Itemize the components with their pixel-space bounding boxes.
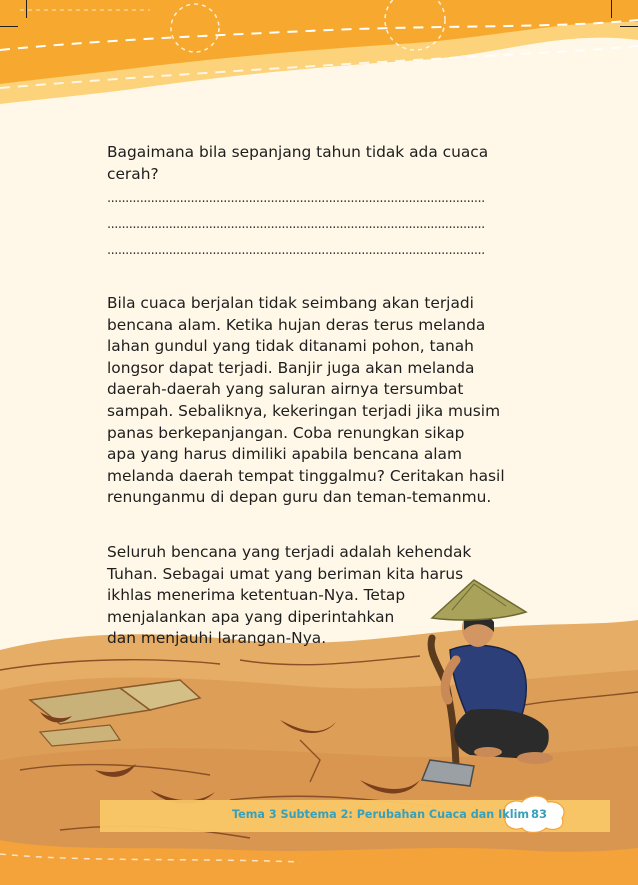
paragraph-line: panas berkepanjangan. Coba renungkan sikap: [107, 423, 465, 442]
paragraph-line: lahan gundul yang tidak ditanami pohon, tanah: [107, 337, 474, 356]
paragraph-line: Bila cuaca berjalan tidak seimbang akan terjadi: [107, 294, 474, 312]
answer-line[interactable]: ........................................................................................................: [107, 243, 485, 258]
paragraph-line: Tuhan. Sebagai umat yang beriman kita harus: [107, 564, 464, 583]
paragraph-line: bencana alam. Ketika hujan deras terus melanda: [107, 315, 486, 334]
paragraph-line: dan menjauhi larangan-Nya.: [107, 629, 327, 648]
question-text: [107, 142, 547, 185]
answer-line[interactable]: ........................................................................................................: [107, 217, 485, 232]
footer-band: [0, 792, 638, 885]
paragraph-line: menjalankan apa yang diperintahkan: [107, 607, 395, 626]
paragraph-line: sampah. Sebaliknya, kekeringan terjadi jika musim: [107, 401, 501, 420]
crop-mark: [611, 0, 612, 18]
footer-chapter-title: Tema 3 Subtema 2: Perubahan Cuaca dan Iklim: [232, 808, 530, 821]
question-line: Bagaimana bila sepanjang tahun tidak ada cuaca: [107, 143, 489, 161]
paragraph-line: daerah-daerah yang saluran airnya tersumbat: [107, 380, 464, 399]
crop-mark: [26, 0, 27, 18]
paragraph-line: renunganmu di depan guru dan teman-temanmu.: [107, 488, 492, 507]
paragraph-line: Seluruh bencana yang terjadi adalah kehendak: [107, 543, 472, 561]
answer-line[interactable]: ........................................................................................................: [107, 191, 485, 206]
paragraph-line: apa yang harus dimiliki apabila bencana alam: [107, 445, 462, 464]
crop-mark: [0, 26, 18, 27]
paragraph-line: ikhlas menerima ketentuan-Nya. Tetap: [107, 586, 406, 605]
paragraph-faith: [107, 542, 517, 650]
crop-mark: [620, 26, 638, 27]
page-number: 83: [531, 807, 548, 821]
paragraph-disaster: [107, 293, 547, 509]
header-wave-decoration: [0, 0, 638, 110]
question-line: cerah?: [107, 164, 159, 183]
paragraph-line: longsor dapat terjadi. Banjir juga akan melanda: [107, 358, 475, 377]
paragraph-line: melanda daerah tempat tinggalmu? Ceritakan hasil: [107, 466, 505, 485]
